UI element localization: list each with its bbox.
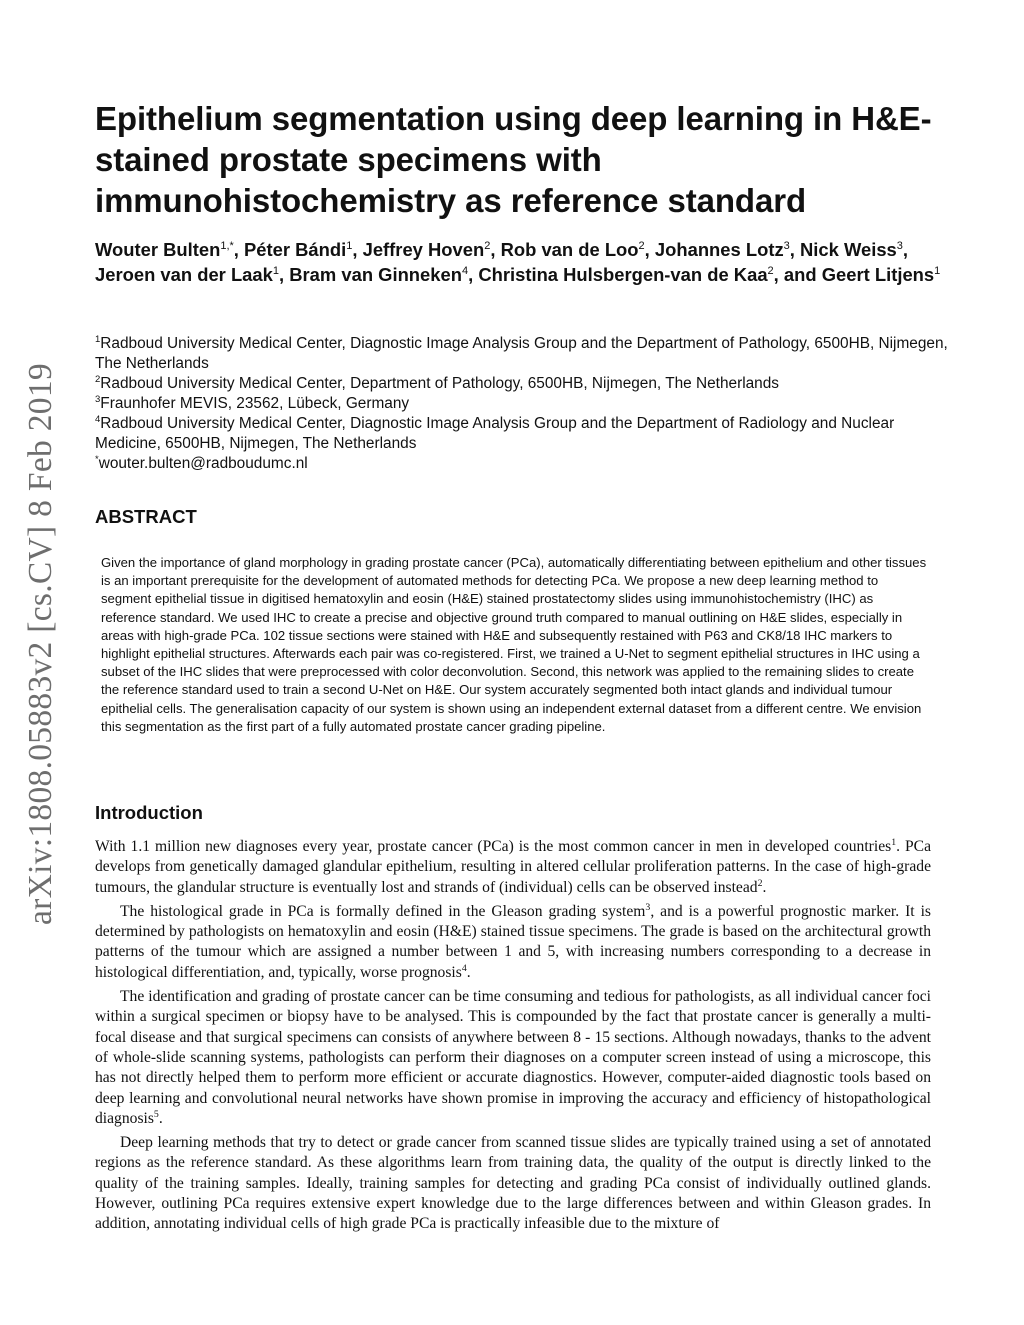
affiliation-mark: 2	[95, 373, 101, 385]
text-run: .	[466, 963, 471, 981]
affiliation-text: Radboud University Medical Center, Diagnostic Image Analysis Group and the Department of Radiology and Nuclear Medicine, 6500HB, Nijmegen, The Netherlands	[95, 415, 895, 452]
author: Bram van Ginneken	[289, 263, 462, 285]
text-run: With 1.1 million new diagnoses every year, prostate cancer (PCa) is the most common cancer in men in developed countries	[95, 838, 892, 855]
author-separator: ,	[468, 263, 479, 285]
author-separator: ,	[789, 239, 800, 260]
author-separator: ,	[902, 239, 909, 260]
author: Rob van de Loo	[500, 239, 639, 260]
abstract-body: Given the importance of gland morphology in grading prostate cancer (PCa), automatically differentiating between epithelium and other tissues is an important prerequisite for the development of automated methods for detecting PCa. We propose a new deep learning method to segment epithelial tissue in digitised hematoxylin and eosin (H&E) stained prostatectomy slides using immunohistochemistry (IHC) as reference standard. We used IHC to create a precise and objective ground truth compared to manual outlining on H&E slides, especially in areas with high-grade PCa. 102 tissue sections were stained with H&E and subsequently restained with P63 and CK8/18 IHC markers to highlight epithelial structures. Afterwards each pair was co-registered. First, we trained a U-Net to segment epithelial structures in IHC using a subset of the IHC slides that were preprocessed with color deconvolution. Second, this network was applied to the remaining slides to create the reference standard used to train a second U-Net on H&E. Our system accurately segmented both intact glands and individual tumour epithelial cells. The generalisation capacity of our system is shown using an independent external dataset from a different centre. We envision this segmentation as the first part of a fully automated prostate cancer grading pipeline.	[101, 555, 927, 734]
author-affiliation-mark: 1,*	[220, 239, 234, 252]
author-affiliation-mark: 2	[484, 239, 491, 252]
author-separator: ,	[773, 263, 779, 285]
abstract-heading: ABSTRACT	[95, 506, 197, 527]
affiliation-mark: 1	[95, 333, 101, 345]
author-affiliation-mark: 2	[767, 264, 774, 277]
affiliation	[95, 334, 955, 374]
author: Jeroen van der Laak	[95, 263, 273, 285]
paragraph	[95, 902, 931, 983]
author: Johannes Lotz	[654, 239, 784, 260]
paragraph	[95, 987, 931, 1129]
text-run: . PCa develops from genetically damaged glandular epithelium, resulting in altered cellular proliferation patterns. In the case of high-grade tumours, the glandular structure is eventually lost and strands of (individual) cells can be observed instead	[95, 838, 932, 896]
author: Wouter Bulten	[95, 239, 221, 260]
author-affiliation-mark: 1	[346, 239, 353, 252]
author: Jeffrey Hoven	[362, 239, 485, 260]
author-separator: ,	[352, 239, 363, 260]
affiliation	[95, 414, 955, 454]
email-text: wouter.bulten@radboudumc.nl	[98, 455, 308, 472]
paragraph	[95, 1133, 931, 1234]
author-affiliation-mark: 2	[638, 239, 645, 252]
citation: 4	[461, 962, 467, 974]
text-run: Deep learning methods that try to detect or grade cancer from scanned tissue slides are typically trained using a set of annotated regions as the reference standard. As these algorithms learn from training data, the quality of the output is directly linked to the quality of the training samples. Ideally, training samples for detecting and grading PCa consist of individually outlined glands. However, outlining PCa requires extensive expert knowledge due to the large differences between and within Gleason grades. In addition, annotating individual cells of high grade PCa is practically infeasible due to the mixture of	[95, 1134, 931, 1233]
affiliation-text: Radboud University Medical Center, Diagnostic Image Analysis Group and the Department of Pathology, 6500HB, Nijmegen, The Netherlands	[95, 335, 948, 372]
author-list	[95, 238, 955, 287]
affiliation-mark: 4	[95, 413, 101, 425]
affiliation-text: Radboud University Medical Center, Department of Pathology, 6500HB, Nijmegen, The Netherlands	[100, 375, 779, 392]
author-affiliation-mark: 1	[934, 264, 941, 277]
paragraph	[95, 837, 931, 898]
paper-title: Epithelium segmentation using deep learning in H&E-stained prostate specimens with immunohistochemistry as reference standard	[95, 100, 932, 219]
author-affiliation-mark: 1	[272, 264, 279, 277]
text-run: .	[762, 878, 767, 896]
affiliation-list	[95, 334, 955, 474]
text-run: , and is a powerful prognostic marker. It is determined by pathologists on hematoxylin and eosin (H&E) stained tissue specimens. The grade is based on the architectural growth patterns of the tumour which are assigned a number between 1 and 5, with increasing numbers corresponding to a decrease in histological differentiation, and, typically, worse prognosis	[95, 902, 931, 981]
introduction-body	[95, 837, 931, 1239]
introduction-heading: Introduction	[95, 802, 203, 823]
author-separator: ,	[279, 263, 290, 285]
text-run: .	[158, 1109, 163, 1127]
corresponding-email	[95, 454, 955, 474]
author-affiliation-mark: 4	[461, 264, 469, 277]
author-affiliation-mark: 3	[896, 239, 903, 252]
author: Nick Weiss	[800, 239, 897, 260]
author-affiliation-mark: 3	[783, 239, 790, 252]
arxiv-identifier-stamp: arXiv:1808.05883v2 [cs.CV] 8 Feb 2019	[22, 363, 59, 925]
citation: 5	[153, 1108, 159, 1120]
citation: 2	[757, 877, 763, 889]
affiliation	[95, 374, 955, 394]
text-run: The identification and grading of prostate cancer can be time consuming and tedious for pathologists, as all individual cancer foci within a surgical specimen or biopsy have to be analysed. This is compounded by the fact that prostate cancer is generally a multi-focal disease and that surgical specimens can consists of anywhere between 8 - 15 sections. Although nowadays, thanks to the advent of whole-slide scanning systems, pathologists can perform their diagnoses on a computer screen instead of using a microscope, this has not directly helped them to perform more efficient or accurate diagnostics. However, computer-aided diagnostic tools based on deep learning and convolutional neural networks have shown promise in improving the accuracy and efficiency of histopathological diagnosis	[95, 988, 931, 1127]
affiliation-mark: 3	[95, 393, 101, 405]
citation: 3	[645, 901, 651, 913]
affiliation-mark: *	[95, 453, 99, 465]
text-run: The histological grade in PCa is formally defined in the Gleason grading system	[120, 902, 646, 920]
citation: 1	[891, 836, 897, 848]
author-separator: ,	[644, 239, 655, 260]
author: and Geert Litjens	[783, 263, 935, 285]
affiliation-text: Fraunhofer MEVIS, 23562, Lübeck, Germany	[100, 395, 410, 412]
author: Christina Hulsbergen-van de Kaa	[478, 263, 768, 285]
author: Péter Bándi	[244, 239, 347, 260]
author-separator: ,	[490, 239, 501, 260]
author-separator: ,	[233, 239, 245, 260]
affiliation	[95, 394, 955, 414]
